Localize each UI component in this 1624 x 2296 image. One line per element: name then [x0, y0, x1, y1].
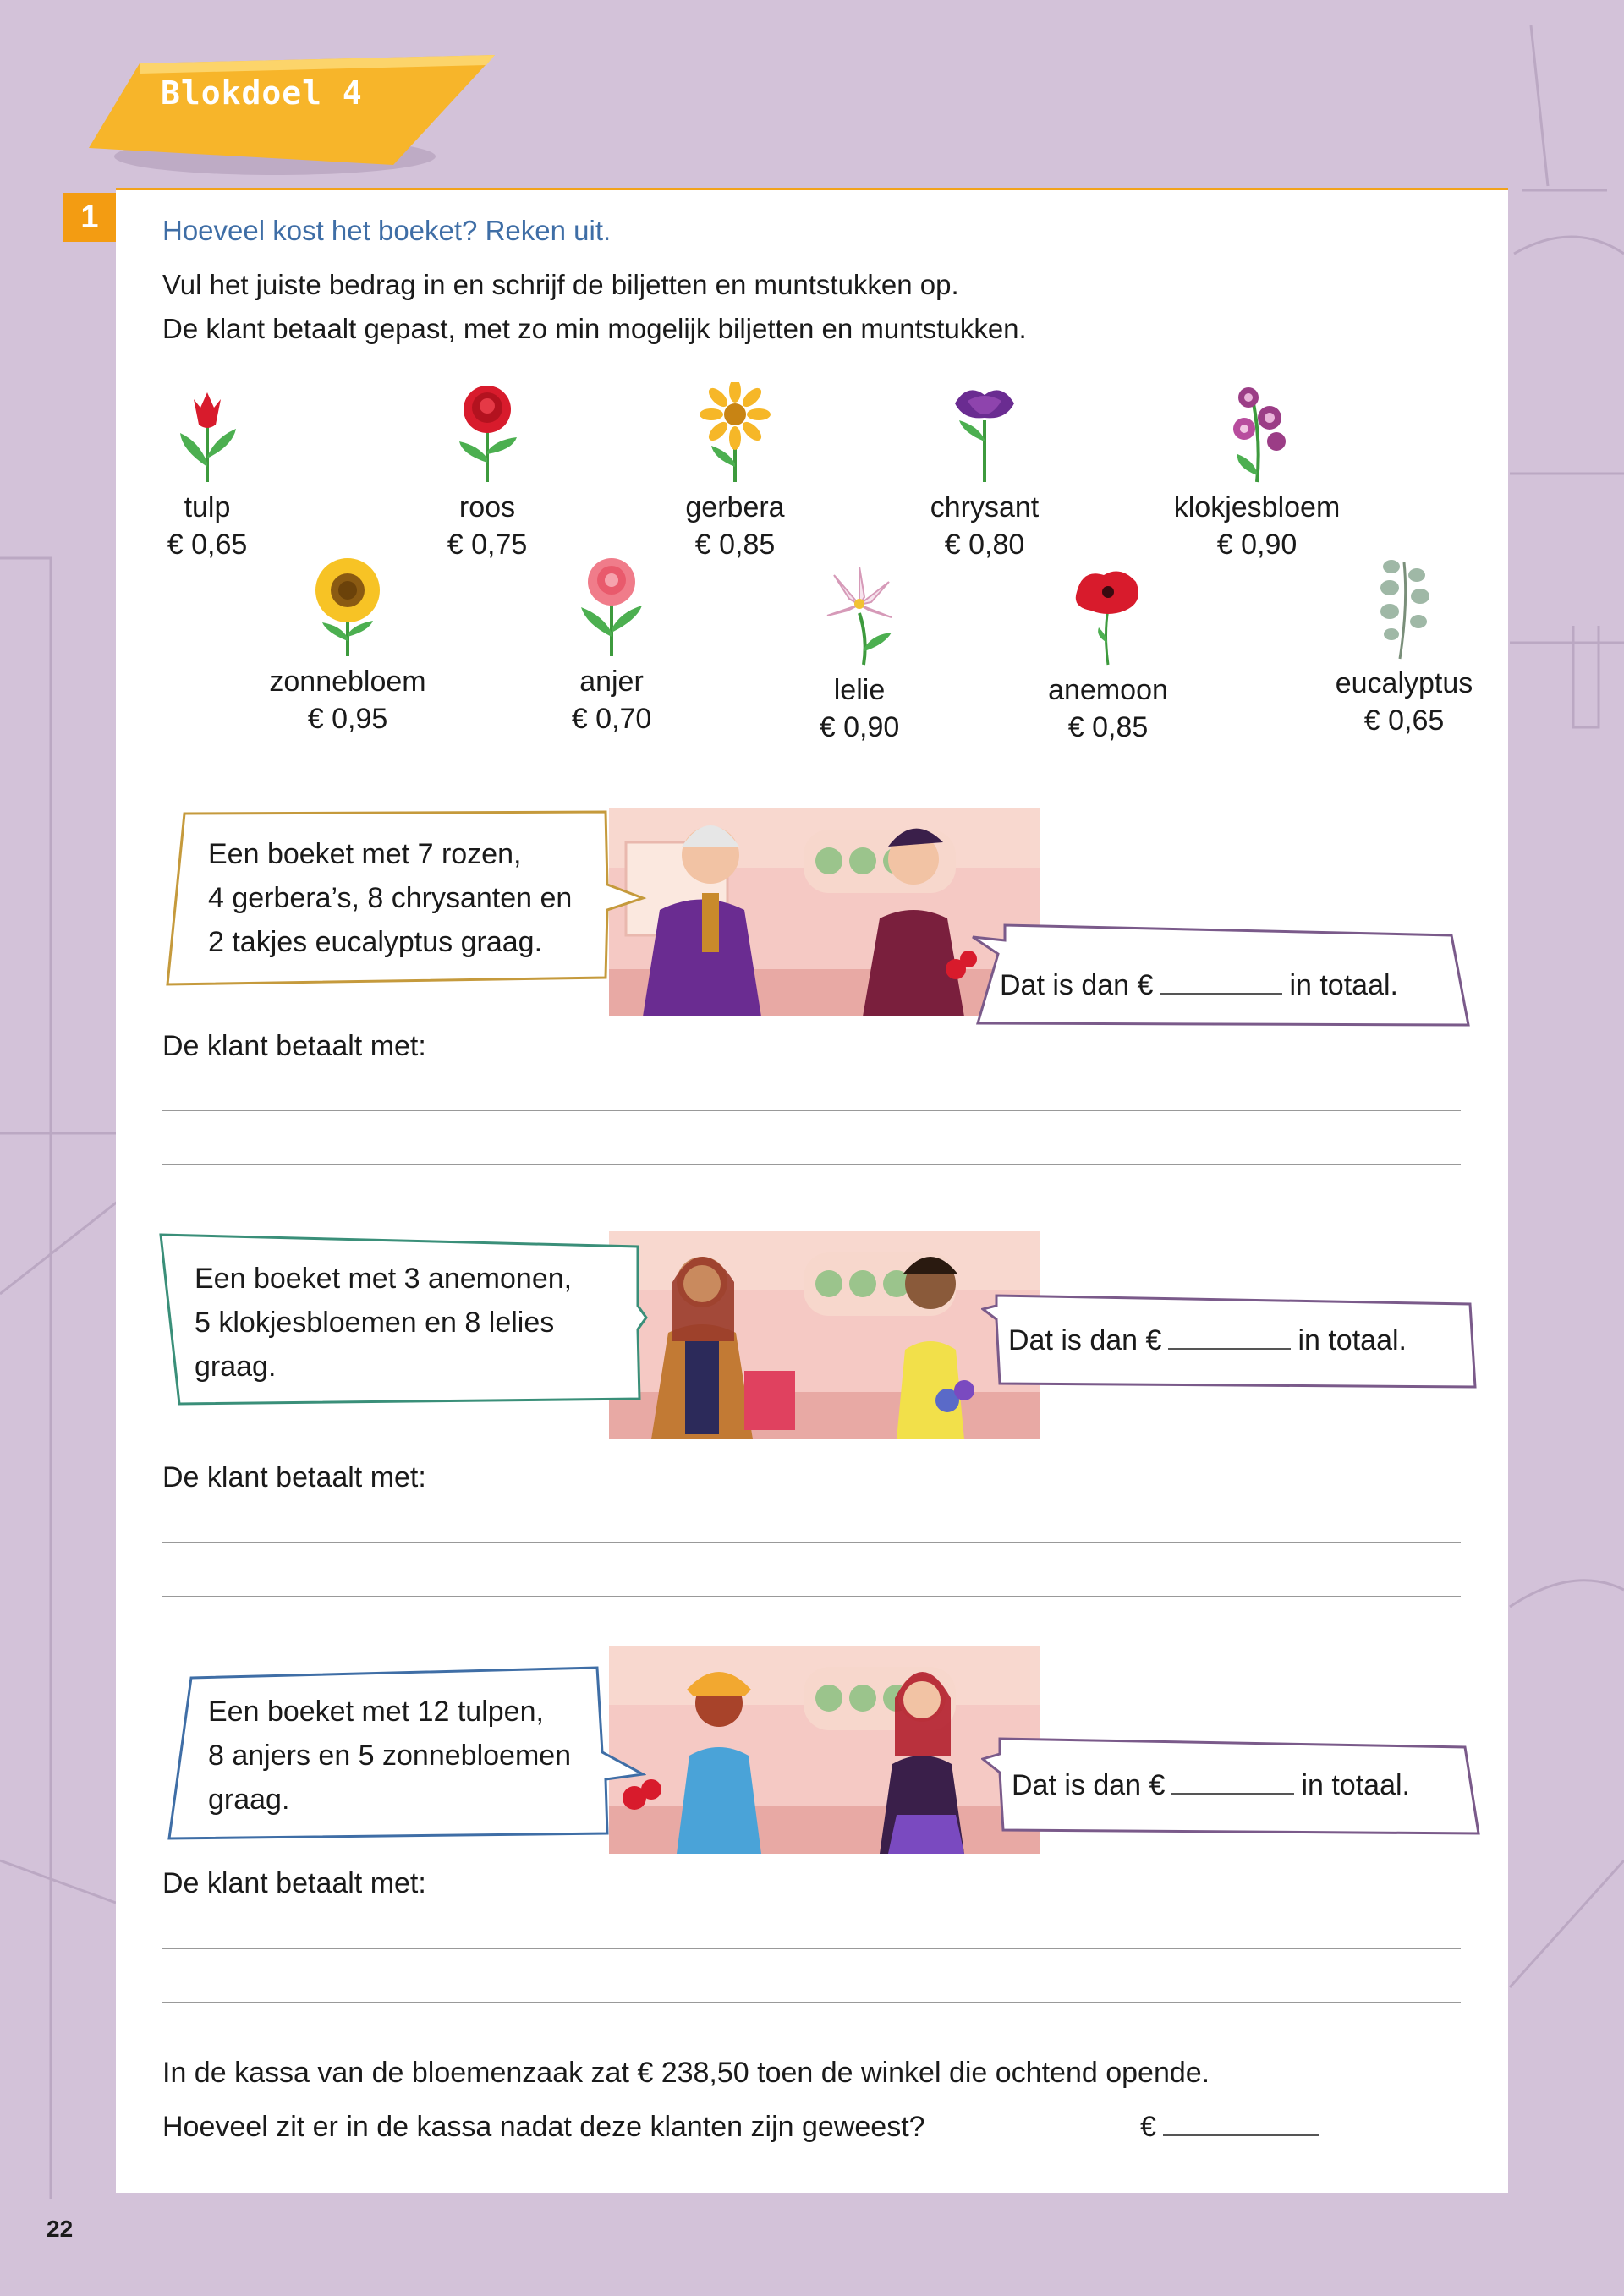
flower-name: gerbera [685, 491, 785, 523]
total-prefix: Dat is dan € [1012, 1769, 1166, 1801]
answer-line[interactable] [162, 1542, 1461, 1543]
answer-line[interactable] [162, 1948, 1461, 1949]
flower-tulp [114, 382, 300, 563]
flower-klokjesbloem [1164, 382, 1350, 563]
pays-label-3: De klant betaalt met: [162, 1867, 426, 1899]
tulip-icon [173, 382, 241, 484]
pays-label-1: De klant betaalt met: [162, 1030, 426, 1062]
task-question: Hoeveel kost het boeket? Reken uit. [162, 215, 612, 246]
task-number: 1 [63, 193, 116, 242]
flower-price: € 0,70 [571, 703, 652, 736]
flower-price: € 0,65 [167, 529, 248, 562]
total-prefix: Dat is dan € [1008, 1324, 1162, 1356]
order-line: 4 gerbera’s, 8 chrysanten en [208, 882, 573, 914]
lily-icon [817, 567, 902, 666]
seller-total-1 [1000, 969, 1398, 1002]
rose-icon [449, 382, 525, 484]
flower-anemoon [1015, 567, 1201, 746]
pays-label-2: De klant betaalt met: [162, 1461, 426, 1493]
total-answer-blank[interactable] [1168, 1324, 1291, 1350]
orchid-icon [1219, 382, 1295, 484]
order-line: Een boeket met 7 rozen, [208, 838, 522, 870]
flower-zonnebloem [255, 556, 441, 737]
customer-order-1 [208, 832, 572, 964]
answer-line[interactable] [162, 1596, 1461, 1597]
total-suffix: in totaal. [1301, 1769, 1410, 1801]
flower-chrysant [892, 382, 1078, 563]
answer-line[interactable] [162, 1110, 1461, 1111]
flower-name: roos [458, 491, 516, 523]
customer-order-2 [195, 1257, 572, 1389]
flower-lelie [766, 567, 952, 746]
flower-price: € 0,75 [447, 529, 528, 562]
total-answer-blank[interactable] [1171, 1769, 1294, 1795]
eucalyptus-icon [1366, 554, 1442, 660]
kassa-statement: In de kassa van de bloemenzaak zat € 238,50 toen de winkel die ochtend opende. [162, 2057, 1210, 2089]
flower-price: € 0,65 [1363, 704, 1445, 737]
order-line: graag. [195, 1351, 277, 1383]
flower-price: € 0,90 [819, 711, 900, 744]
shop-scene-2 [609, 1231, 1040, 1439]
total-answer-blank[interactable] [1160, 969, 1282, 995]
page-number: 22 [47, 2216, 74, 2242]
flower-name: anjer [579, 666, 644, 698]
flower-name: anemoon [1048, 674, 1168, 706]
flower-roos [394, 382, 580, 563]
task-instruction-2: De klant betaalt gepast, met zo min mogelijk biljetten en muntstukken. [162, 313, 1027, 344]
sunflower-icon [305, 556, 390, 658]
total-suffix: in totaal. [1289, 969, 1398, 1001]
answer-line[interactable] [162, 1164, 1461, 1165]
flower-price: € 0,95 [307, 703, 388, 736]
flower-name: chrysant [930, 491, 1040, 523]
flower-price: € 0,80 [944, 529, 1025, 562]
order-line: 8 anjers en 5 zonnebloemen [208, 1740, 572, 1772]
kassa-answer-blank[interactable] [1163, 2111, 1320, 2136]
flower-name: klokjesbloem [1173, 491, 1341, 523]
flower-eucalyptus [1311, 554, 1497, 739]
header-tile [89, 47, 495, 182]
order-line: Een boeket met 12 tulpen, [208, 1696, 544, 1728]
flower-gerbera [642, 382, 828, 563]
order-line: Een boeket met 3 anemonen, [195, 1263, 573, 1295]
seller-total-3 [1012, 1769, 1410, 1802]
answer-line[interactable] [162, 2002, 1461, 2003]
flower-name: eucalyptus [1335, 667, 1473, 699]
kassa-answer [1140, 2111, 1326, 2144]
order-line: 5 klokjesbloemen en 8 lelies [195, 1307, 555, 1339]
flower-name: zonnebloem [269, 666, 426, 698]
order-line: 2 takjes eucalyptus graag. [208, 926, 543, 958]
chrysanthemum-icon [946, 382, 1023, 484]
gerbera-icon [693, 382, 777, 484]
total-suffix: in totaal. [1298, 1324, 1407, 1356]
flower-price: € 0,85 [1067, 711, 1149, 744]
flower-price: € 0,90 [1216, 529, 1298, 562]
flower-price: € 0,85 [694, 529, 776, 562]
anemone-icon [1070, 567, 1146, 666]
carnation-icon [569, 556, 654, 658]
flower-name: lelie [833, 674, 886, 706]
total-prefix: Dat is dan € [1000, 969, 1154, 1001]
flower-name: tulp [184, 491, 231, 523]
customer-order-3 [208, 1690, 571, 1822]
task-instruction-1: Vul het juiste bedrag in en schrijf de biljetten en muntstukken op. [162, 269, 959, 300]
shop-scene-3 [609, 1646, 1040, 1854]
flower-anjer [518, 556, 705, 737]
currency-symbol: € [1140, 2111, 1156, 2143]
order-line: graag. [208, 1784, 290, 1816]
header-title: Blokdoel 4 [161, 74, 363, 112]
kassa-question: Hoeveel zit er in de kassa nadat deze klanten zijn geweest? [162, 2111, 925, 2143]
seller-total-2 [1008, 1324, 1407, 1357]
